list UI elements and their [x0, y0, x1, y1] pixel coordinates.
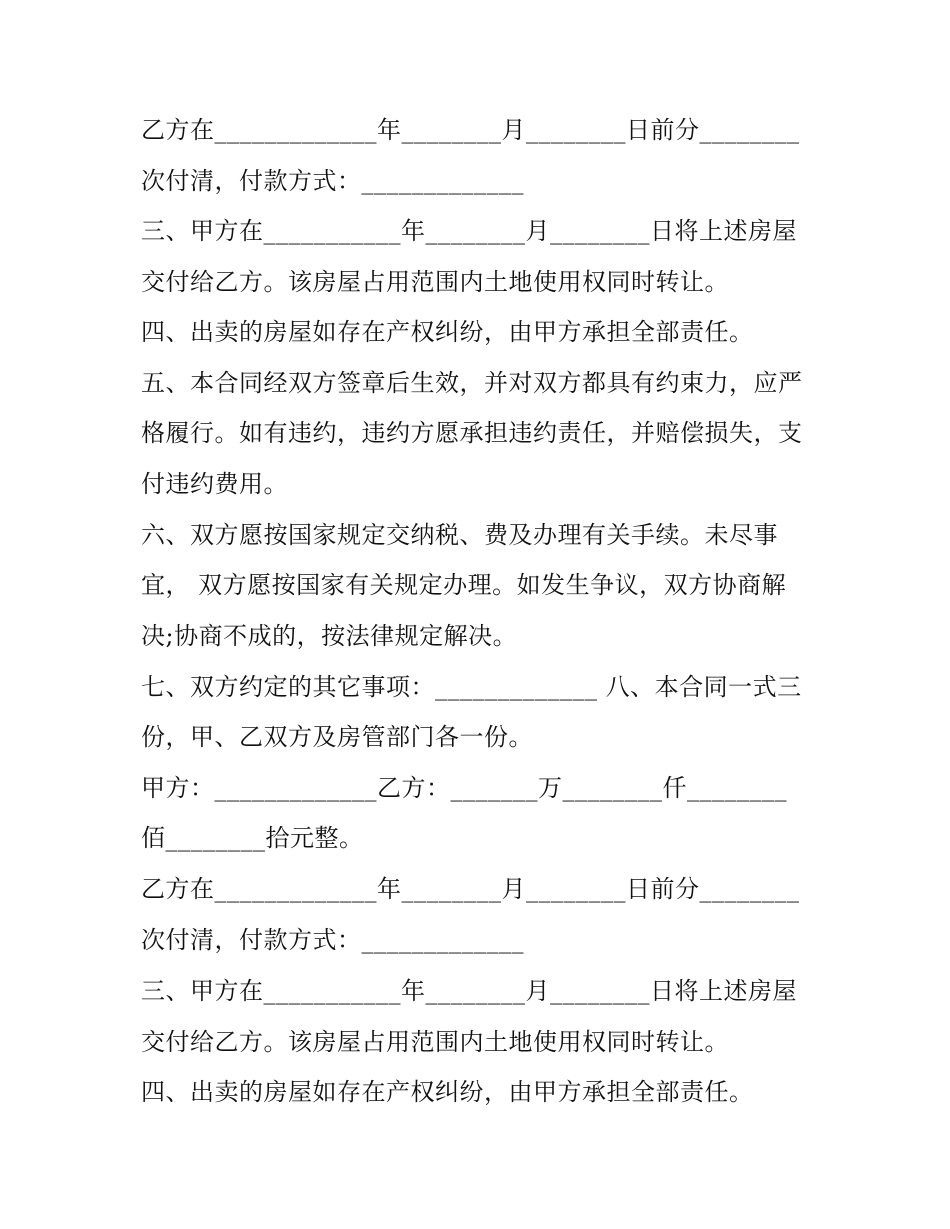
text-line: 付违约费用。 — [141, 470, 288, 498]
text-line: 佰________拾元整。 — [141, 824, 364, 852]
text-line: 三、甲方在___________年________月________日将上述房屋 — [141, 217, 797, 245]
text-line: 决;协商不成的，按法律规定解决。 — [141, 622, 518, 650]
text-line: 三、甲方在___________年________月________日将上述房屋 — [141, 977, 797, 1005]
text-line: 交付给乙方。该房屋占用范围内土地使用权同时转让。 — [141, 1028, 729, 1056]
text-line: 四、出卖的房屋如存在产权纠纷，由甲方承担全部责任。 — [141, 1078, 754, 1106]
text-line: 乙方在_____________年________月________日前分________ — [141, 116, 800, 144]
text-line: 宜， 双方愿按国家有关规定办理。如发生争议，双方协商解 — [141, 571, 787, 599]
text-line: 次付清，付款方式：_____________ — [141, 167, 524, 195]
text-line: 格履行。如有违约，违约方愿承担违约责任，并赔偿损失，支 — [141, 419, 803, 447]
text-line: 六、双方愿按国家规定交纳税、费及办理有关手续。未尽事 — [141, 521, 778, 549]
text-line: 甲方：_____________乙方：_______万________仟________ — [141, 774, 787, 802]
text-line: 份，甲、乙双方及房管部门各一份。 — [141, 723, 533, 751]
text-line: 次付清，付款方式：_____________ — [141, 926, 524, 954]
text-line: 四、出卖的房屋如存在产权纠纷，由甲方承担全部责任。 — [141, 318, 754, 346]
text-line: 乙方在_____________年________月________日前分________ — [141, 875, 800, 903]
text-line: 七、双方约定的其它事项：_____________ 八、本合同一式三 — [141, 673, 802, 701]
text-line: 交付给乙方。该房屋占用范围内土地使用权同时转让。 — [141, 268, 729, 296]
text-line: 五、本合同经双方签章后生效，并对双方都具有约束力，应严 — [141, 369, 803, 397]
